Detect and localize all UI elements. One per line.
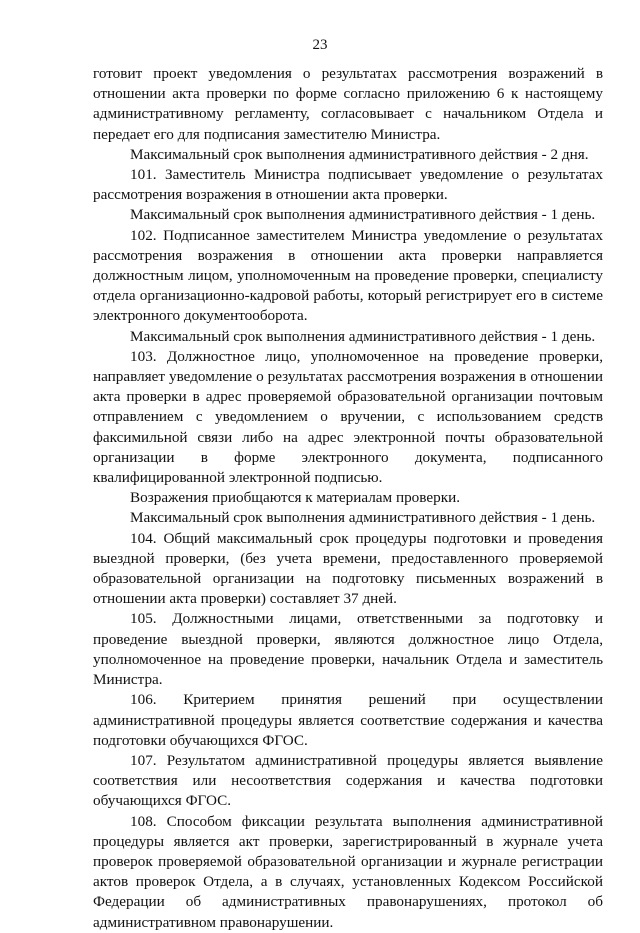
paragraph-102: 102. Подписанное заместителем Министра уведомление о результатах рассмотрения возражения в отношении акта проверки направляется должностным лицом, уполномоченным на проведение проверки, специалисту отдела организационно-кадровой работы, который регистрирует его в системе электронного документооборота. xyxy=(93,226,603,325)
paragraph-deadline: Максимальный срок выполнения административного действия - 2 дня. xyxy=(130,145,589,163)
paragraph-105: 105. Должностными лицами, ответственными за подготовку и проведение выездной проверки, являются должностное лицо Отдела, уполномоченное на проведение проверки, начальник Отдела и заместитель Министра. xyxy=(93,610,603,689)
paragraph-101: 101. Заместитель Министра подписывает уведомление о результатах рассмотрения возражения в отношении акта проверки. xyxy=(93,166,603,204)
paragraph-objections: Возражения приобщаются к материалам проверки. xyxy=(130,489,460,507)
paragraph-deadline: Максимальный срок выполнения административного действия - 1 день. xyxy=(130,509,596,527)
paragraph-108: 108. Способом фиксации результата выполнения административной процедуры является акт проверки, зарегистрированный в журнале учета проверок проверяемой образовательной организации и журнале регистрации актов проверок Отдела, а в случаях, установленных Кодексом Российской Федерации об административных правонарушениях, протокол об административном правонарушении. xyxy=(93,812,603,931)
paragraph-103: 103. Должностное лицо, уполномоченное на проведение проверки, направляет уведомление о результатах рассмотрения возражения в отношении акта проверки в адрес проверяемой образовательной организации почтовым отправлением с уведомлением о вручении, с использованием средств факсимильной связи либо на адрес электронной почты образовательной организации в форме электронного документа, подписанного квалифицированной электронной подписью. xyxy=(93,347,603,487)
paragraph-107: 107. Результатом административной процедуры является выявление соответствия или несоответствия содержания и качества подготовки обучающихся ФГОС. xyxy=(93,751,603,810)
paragraph-deadline: Максимальный срок выполнения административного действия - 1 день. xyxy=(130,327,596,345)
paragraph-106: 106. Критерием принятия решений при осуществлении административной процедуры является соответствие содержания и качества подготовки обучающихся ФГОС. xyxy=(93,691,603,749)
document-body xyxy=(93,64,603,933)
page-number: 23 xyxy=(312,37,328,53)
paragraph-104: 104. Общий максимальный срок процедуры подготовки и проведения выездной проверки, (без учета времени, предоставленного проверяемой образовательной организации на подготовку письменных возражений в отношении акта проверки) составляет 37 дней. xyxy=(93,529,603,608)
paragraph-deadline: Максимальный срок выполнения административного действия - 1 день. xyxy=(130,206,596,224)
paragraph-continuation: готовит проект уведомления о результатах рассмотрения возражений в отношении акта проверки по форме согласно приложению 6 к настоящему административному регламенту, согласовывает с начальником Отдела и передает его для подписания заместителю Министра. xyxy=(93,65,603,143)
